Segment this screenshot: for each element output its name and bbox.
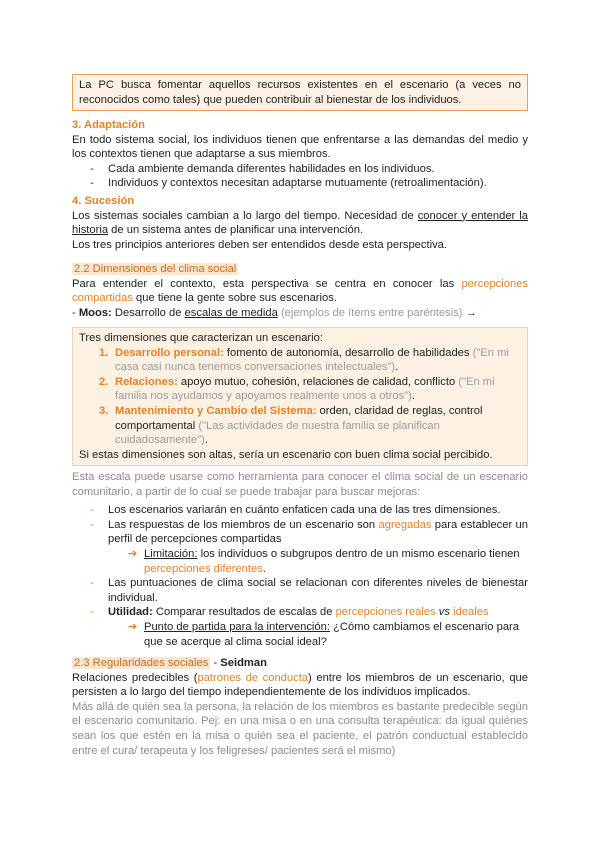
item-text: apoyo mutuo, cohesión, relaciones de calidad, conflicto [177, 375, 459, 388]
clima-p1-b: que tiene la gente sobre sus escenarios. [132, 292, 337, 305]
moos-a: Desarrollo de [111, 306, 185, 319]
list-item [79, 346, 521, 375]
item-name: Relaciones: [115, 375, 178, 388]
limitacion-orange: percepciones diferentes [144, 562, 263, 575]
dims-footer: Si estas dimensiones son altas, sería un escenario con buen clima social percibido. [79, 448, 493, 461]
arrow-right-icon: → [462, 306, 477, 319]
punto-text: ¿Cómo cambiamos el escenario para que se acerque al clima social ideal? [144, 620, 519, 648]
moos-underline: escalas de medida [184, 306, 278, 319]
adaptacion-list [72, 162, 528, 191]
limitacion-text: los individuos o subgrupos dentro de un mismo escenario tienen [197, 547, 520, 560]
utilidad-text: Comparar resultados de escalas de [152, 606, 336, 619]
clima-p1-a: Para entender el contexto, esta perspectiva se centra en conocer las [72, 277, 462, 290]
punto-item [72, 620, 528, 649]
dims-list [79, 346, 521, 448]
item-end: . [395, 361, 399, 374]
sucesion-text-c: Los tres principios anteriores deben ser entendidos desde esta perspectiva. [72, 238, 448, 251]
escala-b2-orange: agregadas [378, 518, 432, 531]
reg-p1-b: ) entre los miembros de un escenario, que persisten a lo largo del tiempo independientemente de los individuos implicados. [72, 671, 528, 699]
utilidad-orange-1: percepciones reales [335, 606, 436, 619]
list-item: - Individuos y contextos necesitan adaptarse mutuamente (retroalimentación). [72, 176, 528, 191]
item-end: . [411, 390, 415, 403]
item-example: ("En mi casa casi nunca tenemos conversaciones intelectuales") [115, 346, 509, 374]
sucesion-underline-2: historia [72, 224, 109, 237]
escala-intro: Esta escala puede usarse como herramienta para conocer el clima social de un escenario comunitario, a partir de lo cual se puede trabajar para buscar mejoras: [72, 471, 528, 498]
dimensions-box [72, 327, 528, 466]
list-item: - Las respuestas de los miembros de un escenario son agregadas para establecer un perfil de percepciones compartidas [90, 518, 528, 546]
limitacion-item [72, 547, 528, 576]
list-item [79, 375, 521, 404]
heading-sep: - [210, 657, 221, 669]
arrow-right-icon: ➔ [128, 547, 138, 560]
section-regularidades [72, 656, 528, 758]
sucesion-text-b: de un sistema antes de planificar una intervención. [108, 224, 364, 237]
list-item: - Cada ambiente demanda diferentes habilidades en los individuos. [72, 162, 528, 177]
item-example: ("Las actividades de nuestra familia se planifican cuidadosamente") [115, 419, 440, 447]
intro-text: La PC busca fomentar aquellos recursos existentes en el escenario (a veces no reconocidos como tales) que pueden contribuir al bienestar de los individuos. [79, 79, 521, 106]
dims-title: Tres dimensiones que caracterizan un escenario: [79, 332, 323, 344]
escala-b3: Las puntuaciones de clima social se relacionan con diferentes niveles de bienestar individual. [108, 577, 528, 604]
item-example: ("En mi familia nos ayudamos y apoyamos realmente unos a otros") [115, 375, 495, 403]
item-number: 2. [99, 375, 109, 388]
limitacion-end: . [262, 562, 266, 575]
escala-b1: Los escenarios variarán en cuánto enfaticen cada una de las tres dimensiones. [108, 504, 501, 517]
clima-p1 [72, 277, 528, 306]
section-clima [72, 262, 528, 320]
adaptacion-text: En todo sistema social, los individuos tienen que enfrentarse a las demandas del medio y los contextos tienen que adaptarse a sus miembros. [72, 133, 528, 161]
moos-line [72, 306, 528, 321]
reg-p1-a: Relaciones predecibles ( [72, 671, 198, 684]
list-item: - Utilidad: Comparar resultados de escalas de percepciones reales vs ideales [90, 606, 489, 619]
sucesion-underline-1: conocer y entender la [417, 209, 528, 222]
sucesion-text [72, 209, 528, 238]
sucesion-text-a: Los sistemas sociales cambian a lo largo del tiempo. Necesidad de [72, 209, 418, 222]
heading-sucesion: 4. Sucesión [72, 195, 135, 207]
reg-p1-orange: patrones de conducta [197, 671, 309, 684]
item-text: fomento de autonomía, desarrollo de habilidades [223, 346, 473, 359]
arrow-right-icon: ➔ [128, 620, 138, 633]
escala-b2-a: Las respuestas de los miembros de un escenario son [108, 518, 379, 531]
item-name: Mantenimiento y Cambio del Sistema: [115, 404, 317, 417]
clima-p1-orange: percepciones compartidas [72, 277, 528, 305]
heading-regularidades: 2.3 Regularidades sociales [74, 657, 209, 669]
item-text: orden, claridad de reglas, control comportamental [115, 404, 483, 432]
escala-list-2 [72, 576, 528, 620]
escala-list [72, 503, 528, 547]
utilidad-vs: vs [435, 606, 454, 619]
heading-clima: 2.2 Dimensiones del clima social [74, 263, 237, 275]
item-number: 3. [99, 404, 109, 417]
utilidad-orange-2: ideales [453, 606, 489, 619]
intro-callout [72, 74, 528, 111]
punto-label: Punto de partida para la intervención: [144, 620, 330, 633]
section-adaptacion [72, 118, 528, 191]
regularidades-p1 [72, 671, 528, 700]
moos-name: Moos: [78, 306, 112, 319]
escala-b2-b: para establecer un perfil de percepciones compartidas [108, 518, 528, 546]
heading-author: Seidman [220, 657, 267, 669]
utilidad-label: Utilidad: [108, 606, 153, 619]
section-sucesion [72, 194, 528, 252]
limitacion-label: Limitación: [144, 547, 198, 560]
section-escala [72, 470, 528, 649]
list-item: - Los escenarios variarán en cuánto enfaticen cada una de las tres dimensiones. [90, 504, 501, 517]
moos-grey: (ejemplos de ítems entre paréntesis) [277, 306, 463, 319]
item-name: Desarrollo personal: [115, 346, 224, 359]
list-item [79, 404, 521, 448]
moos-dash: - [72, 306, 79, 319]
regularidades-grey: Más allá de quién sea la persona, la relación de los miembros es bastante predecible según el escenario comunitario. Pej: en una misa o en una consulta terapéutica: da igual quiénes sean los que estén en la misa o quién sea el paciente, el patrón conductual establecido entre el cura/ terapeuta y los feligreses/ pacientes será el mismo) [72, 700, 528, 757]
item-number: 1. [99, 346, 109, 359]
heading-adaptacion: 3. Adaptación [72, 119, 145, 131]
list-item: - Las puntuaciones de clima social se relacionan con diferentes niveles de bienestar individual. [90, 577, 528, 604]
item-end: . [204, 434, 208, 447]
